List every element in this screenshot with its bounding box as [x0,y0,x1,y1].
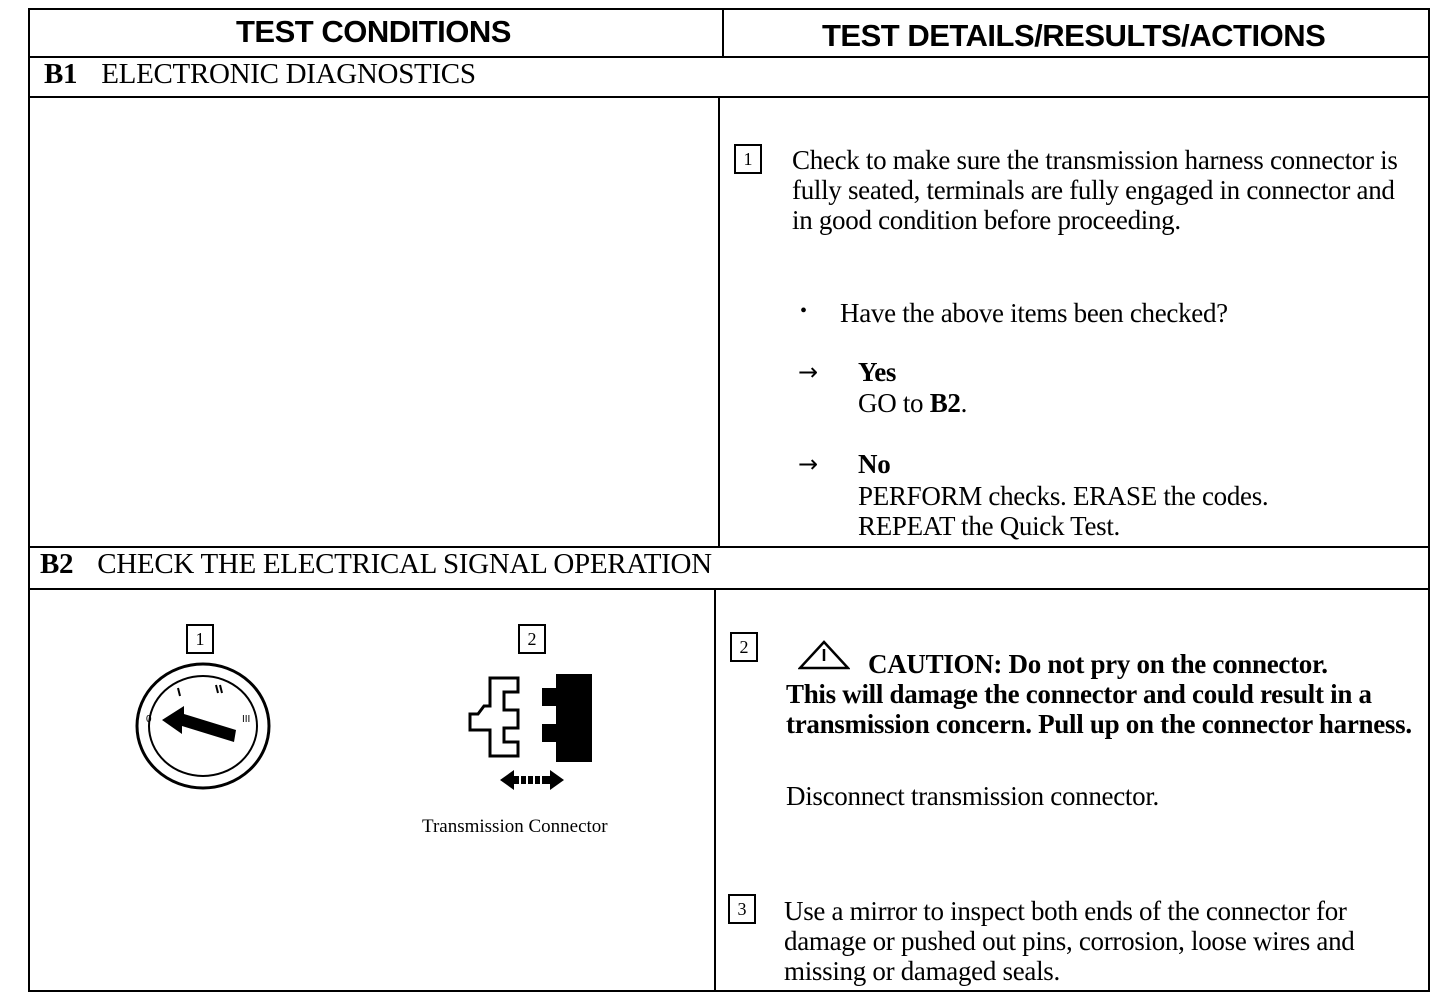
column-divider-top [722,8,724,58]
no-action-line2: REPEAT the Quick Test. [858,511,1121,541]
step1-question: Have the above items been checked? [840,298,1228,328]
step-number-1: 1 [734,144,762,174]
yes-action-prefix: GO to [858,388,930,418]
arrow-right-icon: → [798,450,819,478]
no-action-line1: PERFORM checks. ERASE the codes. [858,481,1269,511]
section-name-b1: ELECTRONIC DIAGNOSTICS [101,58,476,90]
yes-action-suffix: . [960,388,968,418]
b2-title-rule [28,588,1430,590]
arrow-right-icon: → [798,358,819,386]
header-test-conditions: TEST CONDITIONS [236,14,511,49]
step2-instruction: Disconnect transmission connector. [786,781,1159,811]
column-divider-b1 [718,96,720,548]
yes-label: Yes [858,357,897,387]
step3-instruction: Use a mirror to inspect both ends of the connector for damage or pushed out pins, corrosion, loose wires and missing or damaged seals. [784,896,1355,986]
step1-instruction: Check to make sure the transmission harness connector is fully seated, terminals are fully engaged in connector and in good condition before proceeding. [792,145,1398,235]
bullet-icon: • [800,300,808,322]
connector-caption: Transmission Connector [422,816,608,837]
step-number-3: 3 [728,894,756,924]
section-name-b2: CHECK THE ELECTRICAL SIGNAL OPERATION [97,548,712,580]
yes-action-target: B2 [929,388,961,418]
section-title-b2 [40,548,712,581]
figure-number-1: 1 [186,624,214,654]
svg-text:0: 0 [146,714,152,725]
ignition-key-icon [132,660,274,792]
header-test-details: TEST DETAILS/RESULTS/ACTIONS [822,18,1326,53]
warning-triangle-icon [798,640,850,670]
column-divider-b2 [714,588,716,992]
section-id-b2: B2 [40,548,74,580]
caution-lead: CAUTION: Do not pry on the connector. [868,649,1328,679]
yes-action [858,388,967,418]
step-number-2: 2 [730,632,758,662]
transmission-connector-icon [464,670,594,800]
svg-text:III: III [242,714,251,725]
b1-title-rule [28,96,1430,98]
no-label: No [858,449,891,479]
figure-number-2: 2 [518,624,546,654]
caution-text: This will damage the connector and could result in a transmission concern. Pull up on the connector harness. [786,679,1412,739]
section-id-b1: B1 [44,58,78,90]
section-title-b1 [44,58,476,91]
